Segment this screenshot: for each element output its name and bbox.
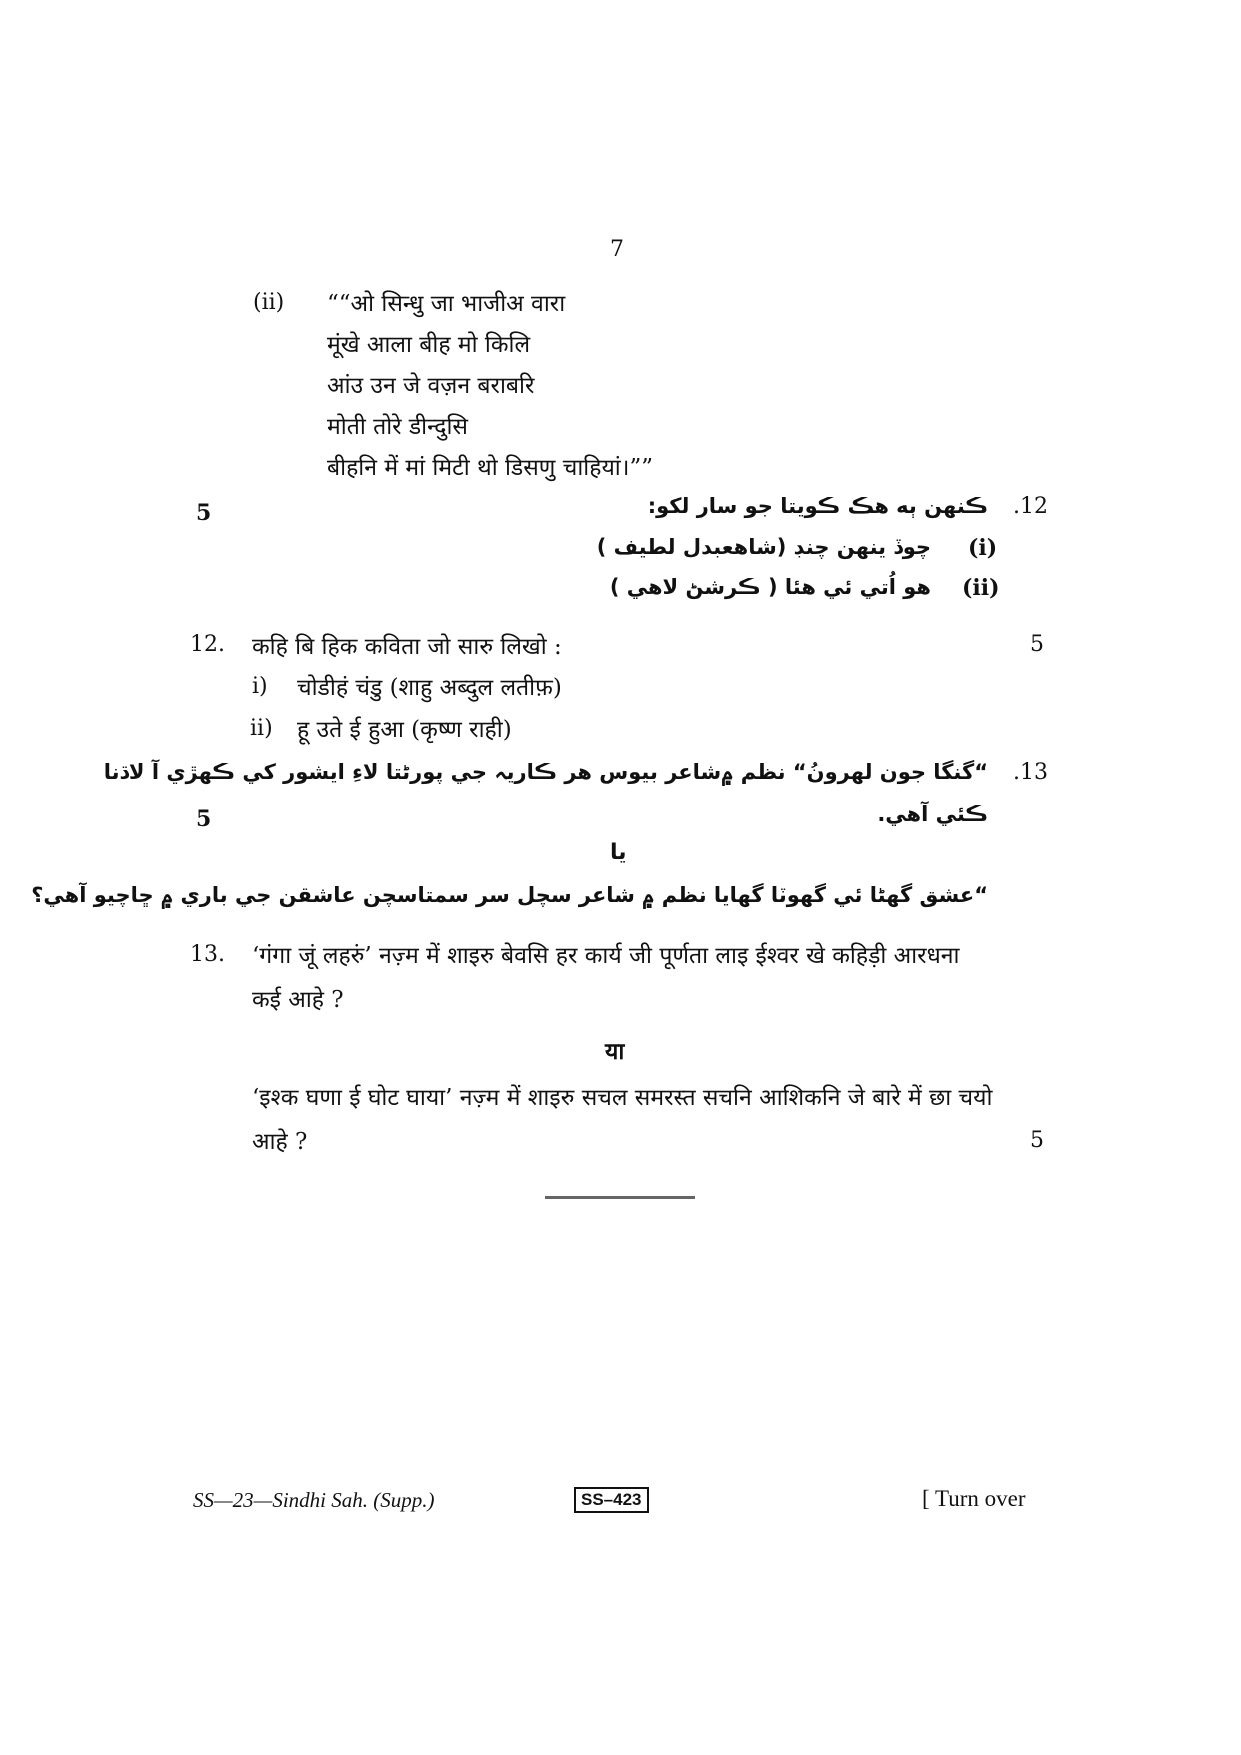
q12-sindhi-item: چوڏ ينهن چنڊ (شاهعبدل لطيف ) — [596, 535, 931, 559]
q12-sindhi-prompt: ڪنهن ٻه هڪ ڪويتا جو سار لکو: — [647, 494, 988, 518]
q12-sindhi-marks: 5 — [196, 500, 212, 526]
q12-hindi-prompt: कहि बि हिक कविता जो सारु लिखो : — [252, 634, 562, 660]
q13-hindi-line: कई आहे ? — [252, 987, 344, 1013]
q12-sindhi-item: هو اُتي ئي هئا ( ڪرشڻ لاهي ) — [609, 575, 931, 599]
q12-hindi-item: चोडीहं चंडु (शाहु अब्दुल लतीफ़) — [297, 675, 562, 701]
q13-hindi-line: ‘गंगा जूं लहरुं’ नज़्म में शाइरु बेवसि हर कार्य जी पूर्णता लाइ ईश्वर खे कहिड़ी आरधना — [252, 943, 960, 969]
q13-hindi-alt-line: ‘इश्क घणा ई घोट घाया’ नज़्म में शाइरु सचल समरस्त सचनि आशिकनि जे बारे में छा चयो — [252, 1085, 993, 1111]
poem-line: मोती तोरे डीन्दुसि — [327, 414, 468, 440]
q12-sindhi-number: .12 — [1013, 494, 1048, 519]
q12-hindi-item: हू उते ई हुआ (कृष्ण राही) — [297, 717, 512, 743]
poem-line: मूंखे आला बीह मो किलि — [327, 332, 531, 358]
q12-hindi-item-marker: ii) — [250, 716, 273, 741]
poem-line: आंउ उन जे वज़न बराबरि — [327, 373, 535, 399]
q13-sindhi-marks: 5 — [196, 806, 212, 832]
q12-sindhi-item-marker: (i) — [968, 535, 998, 561]
footer-paper-title: SS—23—Sindhi Sah. (Supp.) — [193, 1488, 435, 1512]
q12-hindi-item-marker: i) — [252, 674, 268, 699]
poem-line: बीहनि में मां मिटी थो डिसणु चाहियां।”” — [327, 455, 653, 481]
end-divider — [545, 1196, 695, 1199]
q13-hindi-or: या — [605, 1038, 625, 1065]
q13-sindhi-line: “گنگا جون لهرونُ“ نظم ۾شاعر بيوس هر ڪاريہ جي پورڻتا لاءِ ايشور کي ڪهڙي آ لاڌنا — [103, 760, 988, 784]
q13-hindi-number: 13. — [190, 942, 225, 967]
q13-sindhi-line: ڪئي آهي. — [877, 802, 988, 826]
q12-sindhi-item-marker: (ii) — [962, 575, 1000, 601]
q12-hindi-marks: 5 — [1030, 632, 1044, 657]
q13-sindhi-number: .13 — [1013, 760, 1048, 785]
page-number: 7 — [610, 237, 624, 262]
q13-sindhi-or: يا — [610, 840, 627, 865]
footer-turn-over: [ Turn over — [922, 1486, 1026, 1511]
footer-paper-code: SS–423 — [574, 1487, 649, 1513]
q12-hindi-number: 12. — [190, 632, 225, 657]
q13-hindi-marks: 5 — [1030, 1128, 1044, 1153]
poem-marker: (ii) — [253, 290, 285, 315]
poem-line: ““ओ सिन्धु जा भाजीअ वारा — [327, 291, 566, 317]
q13-hindi-alt-line: आहे ? — [252, 1129, 308, 1155]
q13-sindhi-alt: “عشق گهڻا ئي گهوٽا گهايا نظم ۾ شاعر سچل سر سمتاسچن عاشقن جي باري ۾ ڇاچيو آهي؟ — [31, 883, 988, 907]
